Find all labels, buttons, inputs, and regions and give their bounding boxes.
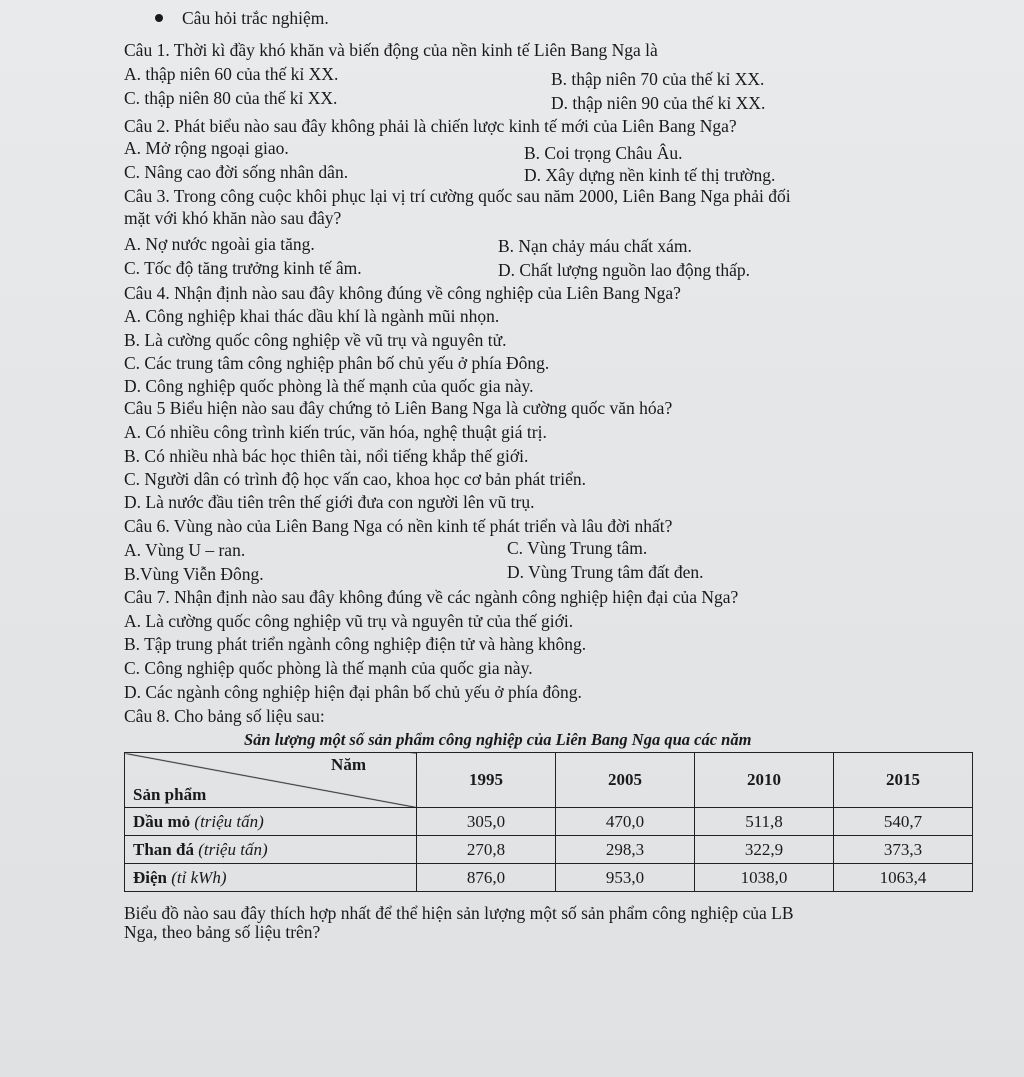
q8-prompt-line-2: Nga, theo bảng số liệu trên? xyxy=(124,922,321,942)
q6-option-b: B.Vùng Viễn Đông. xyxy=(124,564,264,584)
table-header-corner xyxy=(125,753,417,808)
table-title: Sản lượng một số sản phẩm công nghiệp của Liên Bang Nga qua các năm xyxy=(244,730,752,749)
product-name: Dầu mỏ xyxy=(133,811,191,831)
q7-option-c: C. Công nghiệp quốc phòng là thế mạnh của quốc gia này. xyxy=(124,658,533,678)
q2-option-b: B. Coi trọng Châu Âu. xyxy=(524,143,683,163)
table-cell: 1038,0 xyxy=(695,864,834,892)
table-cell: 298,3 xyxy=(556,836,695,864)
product-unit: (triệu tấn) xyxy=(198,839,268,859)
table-header-row xyxy=(125,753,973,808)
question-7: Câu 7. Nhận định nào sau đây không đúng về các ngành công nghiệp hiện đại của Nga? xyxy=(124,587,739,607)
q3-option-a: A. Nợ nước ngoài gia tăng. xyxy=(124,234,315,254)
header-year-2005: 2005 xyxy=(556,753,695,808)
product-name: Điện xyxy=(133,867,167,887)
table-row xyxy=(125,808,973,836)
q1-option-b: B. thập niên 70 của thế kỉ XX. xyxy=(551,69,765,89)
product-name: Than đá xyxy=(133,839,194,859)
header-year-2010: 2010 xyxy=(695,753,834,808)
q3-option-c: C. Tốc độ tăng trưởng kinh tế âm. xyxy=(124,258,362,278)
q6-option-c: C. Vùng Trung tâm. xyxy=(507,538,648,558)
table-cell: 876,0 xyxy=(417,864,556,892)
question-4: Câu 4. Nhận định nào sau đây không đúng về công nghiệp của Liên Bang Nga? xyxy=(124,283,681,303)
q5-option-a: A. Có nhiều công trình kiến trúc, văn hóa, nghệ thuật giá trị. xyxy=(124,422,547,442)
q5-option-b: B. Có nhiều nhà bác học thiên tài, nổi tiếng khắp thế giới. xyxy=(124,446,529,466)
q6-option-d: D. Vùng Trung tâm đất đen. xyxy=(507,562,704,582)
question-3-line-1: Câu 3. Trong công cuộc khôi phục lại vị trí cường quốc sau năm 2000, Liên Bang Nga phải đối xyxy=(124,186,791,206)
header-year-2015: 2015 xyxy=(834,753,973,808)
table-cell: 511,8 xyxy=(695,808,834,836)
question-2: Câu 2. Phát biểu nào sau đây không phải là chiến lược kinh tế mới của Liên Bang Nga? xyxy=(124,116,737,136)
header-product-label: Sản phẩm xyxy=(133,785,207,804)
q7-option-a: A. Là cường quốc công nghiệp vũ trụ và nguyên tử của thế giới. xyxy=(124,611,574,631)
q5-option-c: C. Người dân có trình độ học vấn cao, khoa học cơ bản phát triển. xyxy=(124,469,586,489)
row-label xyxy=(125,836,417,864)
q6-option-a: A. Vùng U – ran. xyxy=(124,540,246,560)
q5-option-d: D. Là nước đầu tiên trên thế giới đưa con người lên vũ trụ. xyxy=(124,492,535,512)
question-6: Câu 6. Vùng nào của Liên Bang Nga có nền kinh tế phát triển và lâu đời nhất? xyxy=(124,516,673,536)
q1-option-d: D. thập niên 90 của thế kỉ XX. xyxy=(551,93,766,113)
production-table xyxy=(124,752,973,892)
table-cell: 470,0 xyxy=(556,808,695,836)
table-row xyxy=(125,864,973,892)
q2-option-c: C. Nâng cao đời sống nhân dân. xyxy=(124,162,349,182)
table-cell: 270,8 xyxy=(417,836,556,864)
table-cell: 540,7 xyxy=(834,808,973,836)
table-cell: 322,9 xyxy=(695,836,834,864)
q4-option-d: D. Công nghiệp quốc phòng là thế mạnh của quốc gia này. xyxy=(124,376,534,396)
question-8: Câu 8. Cho bảng số liệu sau: xyxy=(124,706,325,726)
q2-option-a: A. Mở rộng ngoại giao. xyxy=(124,138,289,158)
header-year-label: Năm xyxy=(331,755,366,774)
table-cell: 1063,4 xyxy=(834,864,973,892)
q1-option-c: C. thập niên 80 của thế kỉ XX. xyxy=(124,88,338,108)
q3-option-d: D. Chất lượng nguồn lao động thấp. xyxy=(498,260,751,280)
q7-option-b: B. Tập trung phát triển ngành công nghiệp điện tử và hàng không. xyxy=(124,634,587,654)
q8-prompt-line-1: Biểu đồ nào sau đây thích hợp nhất để thể hiện sản lượng một số sản phẩm công nghiệp của LB xyxy=(124,903,794,923)
q7-option-d: D. Các ngành công nghiệp hiện đại phân bố chủ yếu ở phía đông. xyxy=(124,682,582,702)
bullet-dot-icon xyxy=(155,14,163,22)
table-row xyxy=(125,836,973,864)
table-cell: 373,3 xyxy=(834,836,973,864)
row-label xyxy=(125,808,417,836)
q1-option-a: A. thập niên 60 của thế kỉ XX. xyxy=(124,64,339,84)
table-cell: 305,0 xyxy=(417,808,556,836)
question-1: Câu 1. Thời kì đầy khó khăn và biến động của nền kinh tế Liên Bang Nga là xyxy=(124,40,658,60)
q4-option-a: A. Công nghiệp khai thác dầu khí là ngành mũi nhọn. xyxy=(124,306,500,326)
row-label xyxy=(125,864,417,892)
q3-option-b: B. Nạn chảy máu chất xám. xyxy=(498,236,692,256)
product-unit: (triệu tấn) xyxy=(194,811,264,831)
q4-option-c: C. Các trung tâm công nghiệp phân bố chủ yếu ở phía Đông. xyxy=(124,353,550,373)
header-year-1995: 1995 xyxy=(417,753,556,808)
section-heading: Câu hỏi trắc nghiệm. xyxy=(182,8,329,28)
table-cell: 953,0 xyxy=(556,864,695,892)
q2-option-d: D. Xây dựng nền kinh tế thị trường. xyxy=(524,165,776,185)
question-5: Câu 5 Biểu hiện nào sau đây chứng tỏ Liên Bang Nga là cường quốc văn hóa? xyxy=(124,398,673,418)
product-unit: (tỉ kWh) xyxy=(171,867,227,887)
question-3-line-2: mặt với khó khăn nào sau đây? xyxy=(124,208,342,228)
q4-option-b: B. Là cường quốc công nghiệp về vũ trụ và nguyên tử. xyxy=(124,330,507,350)
